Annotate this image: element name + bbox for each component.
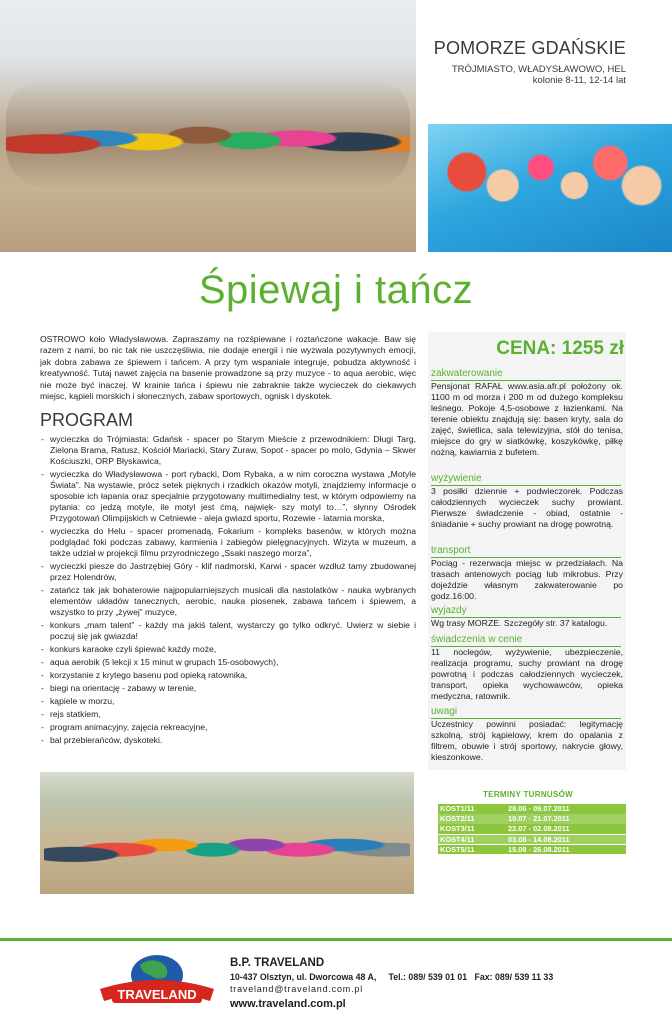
section-text-departures: Wg trasy MORZE. Szczegóły str. 37 katalogu. xyxy=(431,618,608,628)
traveland-logo xyxy=(92,951,222,1017)
program-item: - bal przebierańców, dyskoteki. xyxy=(40,735,416,746)
program-item: - aqua aerobik (5 lekcji x 15 minut w grupach 15-osobowych), xyxy=(40,657,416,668)
logo-text: TRAVELAND xyxy=(117,987,197,1002)
section-text-meals: 3 posiłki dziennie + podwieczorek. Podczas całodziennych wycieczek suchy prowiant. Pierwsze świadczenie - obiad, ostatnie - śniadanie + suchy prowiant na drogę powrotną. xyxy=(431,486,623,529)
table-row xyxy=(438,824,626,834)
term-dates: 10.07 - 21.07.2011 xyxy=(508,814,570,824)
program-item: - rejs statkiem, xyxy=(40,709,416,720)
intro-paragraph: OSTROWO koło Władysławowa. Zapraszamy na rozśpiewane i roztańczone wakacje. Baw się razem z nami, bo nic tak nie uszczęśliwia, nie dodaje energii i nie wyzwala pozytywnych emocji, jak dobra zabawa ze śpiewem i tańcem. A przy tym wspaniale integruje, pobudza aktywność i kreatywność. Tutaj nawet zajęcia na basenie prowadzone są przy muzyce - to aqua aerobic, więc nie może być inaczej. W krainie tańca i śpiewu nie zabraknie także wycieczek do ciekawych miejsc, kąpieli morskich i słonecznych, zabaw sportowych, ognisk i dyskotek. xyxy=(40,334,416,402)
company-website[interactable]: www.traveland.com.pl xyxy=(230,998,346,1010)
program-heading: PROGRAM xyxy=(40,410,134,430)
program-item: - wycieczki piesze do Jastrzębiej Góry - klif nadmorski, Karwi - spacer wzdłuż tamy zbudowanej przez Holendrów, xyxy=(40,561,416,583)
program-item: - kąpiele w morzu, xyxy=(40,696,416,707)
section-text-accommodation: Pensjonat RAFAŁ www.asia.afr.pl położony ok. 1100 m od morza i 200 m od dużego kompleksu leśnego. Pokoje 4,5-osobowe z łazienkami. Na terenie obiektu znajdują się: basen kryty, sala do zajęć, świetlica, sala telewizyjna, stół do tenisa, miejsce do gry w siatkówkę, koszykówkę, piłkę nożną, kawiarnia z bufetem. xyxy=(431,381,623,457)
table-row xyxy=(438,814,626,824)
table-row xyxy=(438,835,626,845)
section-heading-transport: transport xyxy=(431,545,621,558)
section-heading-meals: wyżywienie xyxy=(431,473,621,486)
term-code: KOST4/11 xyxy=(440,834,475,844)
program-item: - biegi na orientację - zabawy w terenie, xyxy=(40,683,416,694)
term-dates: 03.08 - 14.08.2011 xyxy=(508,834,570,844)
company-email[interactable]: traveland@traveland.com.pl xyxy=(230,984,363,994)
section-heading-included: świadczenia w cenie xyxy=(431,634,621,647)
page-title: Śpiewaj i tańcz xyxy=(198,268,474,312)
program-item: - zatańcz tak jak bohaterowie najpopularniejszych musicali dla nastolatków - nauka wybranych elementów układów tanecznych, aerobic, nauka piosenek, zabawa tańcem i śpiewem, a wszystko to przy „żywej” muzyce, xyxy=(40,585,416,618)
section-heading-accommodation: zakwaterowanie xyxy=(431,368,621,381)
terms-table xyxy=(438,804,626,855)
section-heading-departures: wyjazdy xyxy=(431,605,621,618)
region-ages: kolonie 8-11, 12-14 lat xyxy=(532,75,626,86)
footer-divider xyxy=(0,938,672,941)
region-heading: POMORZE GDAŃSKIE xyxy=(433,38,626,58)
photo-kids-on-beach xyxy=(0,0,416,252)
table-row xyxy=(438,845,626,855)
program-list xyxy=(40,434,416,748)
photo-group-of-kids xyxy=(40,772,414,894)
region-places: TRÓJMIASTO, WŁADYSŁAWOWO, HEL xyxy=(451,64,626,75)
program-item: - program animacyjny, zajęcia rekreacyjne, xyxy=(40,722,416,733)
photo-kids-in-pool xyxy=(428,124,672,252)
program-item: - konkurs karaoke czyli śpiewać każdy może, xyxy=(40,644,416,655)
section-text-transport: Pociąg - rezerwacja miejsc w przedziałach. Na trasach antenowych pociąg lub mikrobus. Przy dojeździe własnym zakwaterowanie po godz.16:00. xyxy=(431,558,623,601)
section-text-included: 11 noclegów, wyżywienie, ubezpieczenie, realizacja programu, suchy prowiant na drogę powrotną i podczas całodziennych wycieczek, transport, opieka wychowawców, opieka medyczna, ratownik. xyxy=(431,647,623,701)
term-code: KOST2/11 xyxy=(440,814,475,824)
price-label: CENA: 1255 zł xyxy=(496,338,624,359)
section-heading-notes: uwagi xyxy=(431,706,621,719)
term-dates: 28.06 - 09.07.2011 xyxy=(508,804,570,813)
company-address: 10-437 Olsztyn, ul. Dworcowa 48 A, Tel.: 089/ 539 01 01 Fax: 089/ 539 11 33 xyxy=(230,972,554,982)
terms-heading: TERMINY TURNUSÓW xyxy=(483,790,573,799)
table-row xyxy=(438,804,626,814)
term-dates: 22.07 - 02.08.2011 xyxy=(508,824,570,834)
term-code: KOST3/11 xyxy=(440,824,475,834)
program-item: - wycieczka do Helu - spacer promenadą, Fokarium - kompleks basenów, w których można podglądać foki podczas zabawy, karmienia i zabiegów pielęgnacyjnych. Wizyta w muzeum, a także udział w projekcji filmu przyrodniczego „Ssaki naszego morza”, xyxy=(40,526,416,559)
section-text-notes: Uczestnicy powinni posiadać: legitymację szkolną, strój kąpielowy, krem do opalania z filtrem, obuwie i strój sportowy, nakrycie głowy, kieszonkowe. xyxy=(431,719,623,762)
company-name: B.P. TRAVELAND xyxy=(230,957,325,969)
program-item: - korzystanie z krytego basenu pod opieką ratownika, xyxy=(40,670,416,681)
term-code: KOST5/11 xyxy=(440,844,475,854)
term-code: KOST1/11 xyxy=(440,804,475,813)
program-item: - konkurs „mam talent” - każdy ma jakiś talent, wystarczy go tylko odkryć. Uwierz w siebie i poczuj się jak gwiazda! xyxy=(40,620,416,642)
program-item: - wycieczka do Władysławowa - port rybacki, Dom Rybaka, a w nim coroczna wystawa „Motyle Świata”. Na wystawie, prócz setek pięknych i rzadkich okazów motyli, znajdziemy informacje o sposobie ich łapania oraz specjalnie przygotowany multimedialny test, w którym odpowiemy na pytania: co jedzą motyle, ile motyl jest ćmą, najwięk- szy motyl to…”, słynny Ośrodek Przygotowań Olimpijskich w Cetniewie - aleja gwiazd sportu, Rozewie - latarnia morska, xyxy=(40,469,416,524)
term-dates: 15.08 - 26.08.2011 xyxy=(508,844,570,854)
program-item: - wycieczka do Trójmiasta: Gdańsk - spacer po Starym Mieście z przewodnikiem: Długi Targ, Zielona Brama, Ratusz, Kościół Mariacki, Stary Żuraw, Sopot - spacer po molo, Gdynia – Skwer Kościuszki, ORP Błyskawica, xyxy=(40,434,416,467)
